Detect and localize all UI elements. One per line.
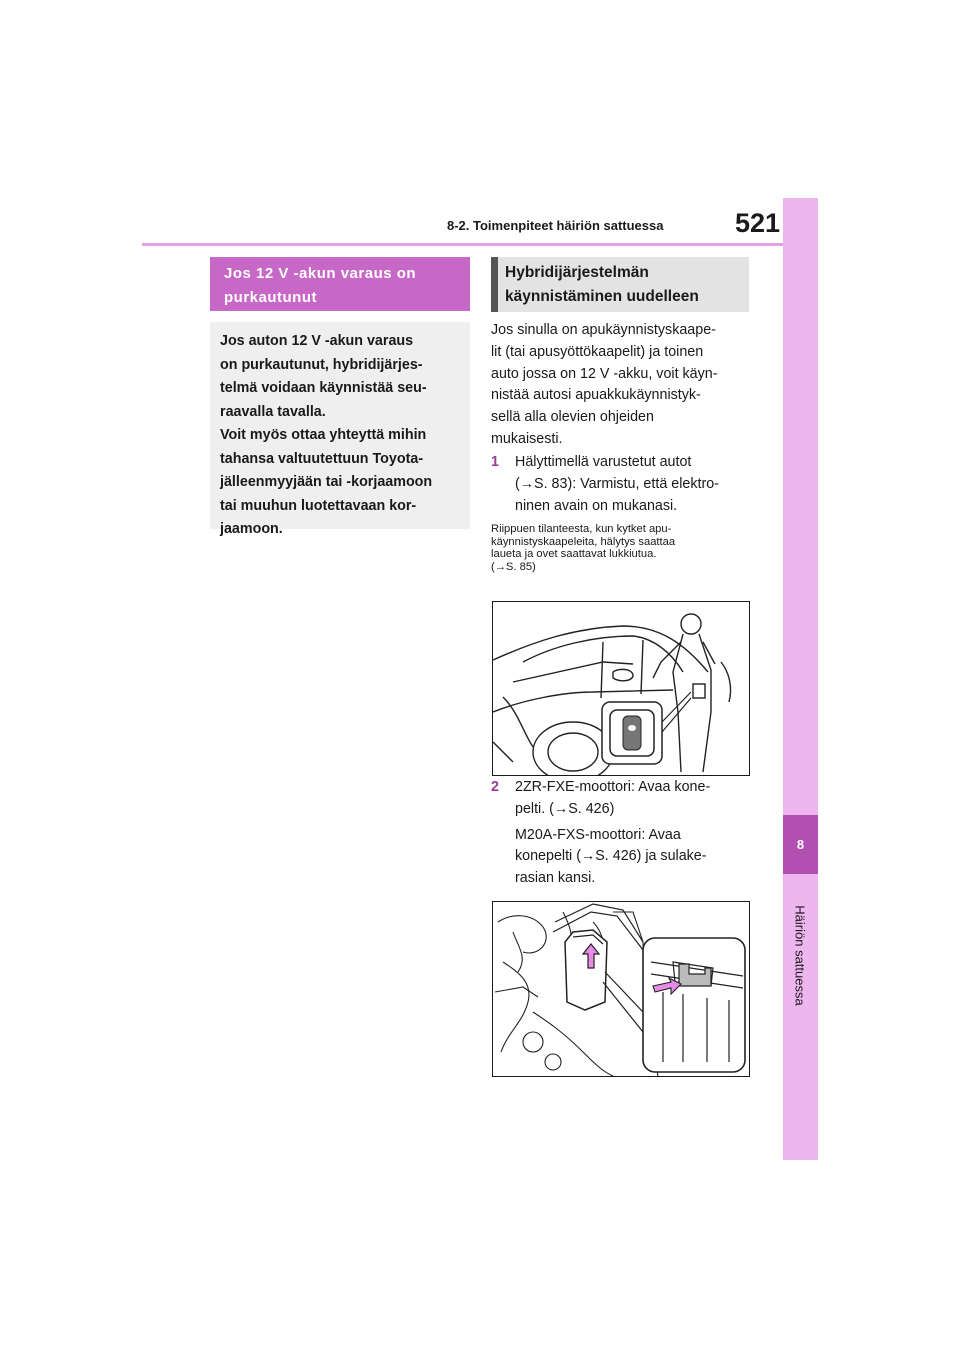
step-2-line: pelti. (→S. 426) [515,800,615,817]
chapter-number-badge [783,815,818,874]
note-line: tai muuhun luotettavaan kor- [220,497,417,514]
intro-paragraph [491,320,751,451]
engine-bay-drawing [493,902,749,1076]
step-1-line: Hälyttimellä varustetut autot [515,454,692,470]
right-heading-line2: käynnistäminen uudelleen [505,288,699,305]
step-2-line: rasian kansi. [515,870,596,887]
alarm-note-line: käynnistyskaapeleita, hälytys saattaa [491,535,676,548]
intro-line: Jos sinulla on apukäynnistyskaape- [491,322,716,338]
alarm-note [491,523,751,573]
intro-line: sellä alla olevien ohjeiden [491,409,654,426]
left-heading-line1: Jos 12 V -akun varaus on [224,265,417,282]
note-line: tahansa valtuutettuun Toyota- [220,450,424,467]
page-number: 521 [735,208,781,238]
note-line: Jos auton 12 V -akun varaus [220,333,414,349]
left-heading-line2: purkautunut [224,289,317,306]
note-line: telmä voidaan käynnistää seu- [220,380,427,396]
step-1-line: ninen avain on mukanasi. [515,497,678,514]
right-heading-line1: Hybridijärjestelmän [505,264,649,281]
alarm-note-line: (→S. 85) [491,560,536,573]
note-line: jälleenmyyjään tai -korjaamoon [220,474,433,490]
intro-line: nistää autosi apuakkukäynnistyk- [491,387,701,404]
note-line: on purkautunut, hybridijärjes- [220,356,423,373]
chapter-title: Häiriön sattuessa [793,904,809,1006]
step-2-number: 2 [491,779,499,795]
right-heading-box [491,257,749,312]
car-key-illustration [492,601,750,776]
step-2 [491,777,756,890]
section-title: 8-2. Toimenpiteet häiriön sattuessa [447,218,664,233]
step-2-line: konepelti (→S. 426) ja sulake- [515,848,707,865]
left-heading-box [210,257,470,311]
note-line: raavalla tavalla. [220,403,326,420]
chapter-title-vertical [783,885,818,1025]
note-line: jaamoon. [220,521,283,537]
car-door-drawing [493,602,749,775]
chapter-number: 8 [796,837,805,852]
intro-line: auto jossa on 12 V -akku, voit käyn- [491,365,718,382]
intro-line: lit (tai apusyöttökaapelit) ja toinen [491,343,704,360]
fuse-box-illustration [492,901,750,1077]
header-divider [142,243,783,246]
step-2-line: 2ZR-FXE-moottori: Avaa kone- [515,779,711,795]
intro-line: mukaisesti. [491,430,563,447]
step-1-line: (→S. 83): Varmistu, että elektro- [515,475,719,492]
info-note-box [210,322,470,537]
alarm-note-line: laueta ja ovet saattavat lukkiutua. [491,548,657,560]
alarm-note-line: Riippuen tilanteesta, kun kytket apu- [491,523,672,535]
step-2-line: M20A-FXS-moottori: Avaa [515,826,681,843]
note-line: Voit myös ottaa yhteyttä mihin [220,427,427,443]
step-1 [491,452,756,517]
step-1-number: 1 [491,454,499,470]
